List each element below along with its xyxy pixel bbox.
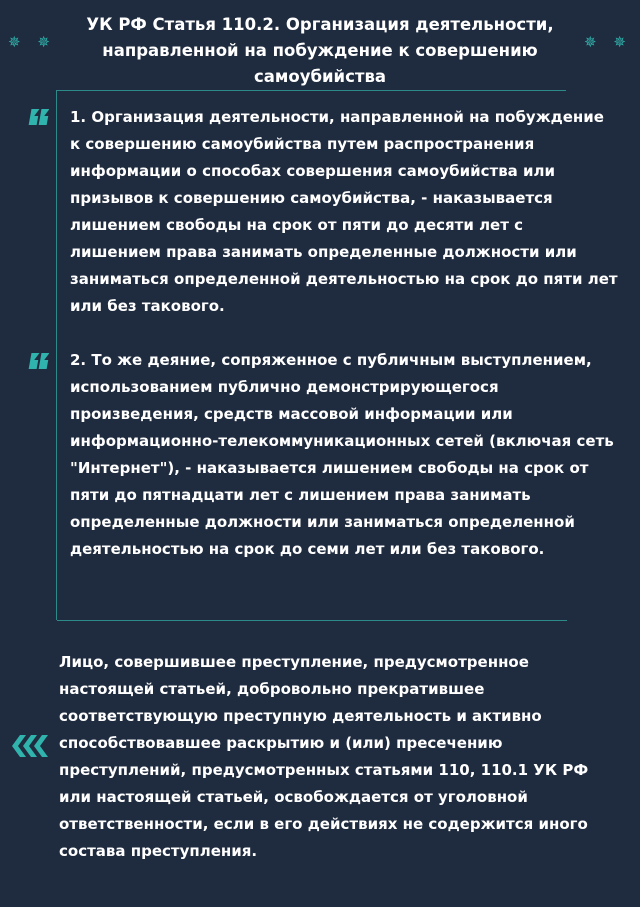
star-decoration-left-icon: ✵ ✵ — [8, 33, 56, 51]
quote-icon — [27, 350, 49, 372]
chevrons-left-icon — [10, 733, 50, 759]
star-decoration-right-icon: ✵ ✵ — [584, 33, 632, 51]
clause-2-text: 2. То же деяние, сопряженное с публичным выступлением, использованием публично демонстрирующегося произведения, средств массовой информации или информационно-телекоммуникационных сетей (включая сеть "Интернет"), - наказывается лишением свободы на срок от пяти до пятнадцати лет с лишением права занимать определенные должности или заниматься определенной деятельностью на срок до семи лет или без такового. — [70, 351, 614, 558]
exemption-note-text: Лицо, совершившее преступление, предусмотренное настоящей статьей, добровольно прекратившее соответствующую преступную деятельность и активно способствовавшее раскрытию и (или) пресечению преступлений, предусмотренных статьями 110, 110.1 УК РФ или настоящей статьей, освобождается от уголовной ответственности, если в его действиях не содержится иного состава преступления. — [59, 653, 589, 860]
clause-1-text: 1. Организация деятельности, направленной на побуждение к совершению самоубийства путем распространения информации о способах совершения самоубийства или призывов к совершению самоубийства, - наказывается лишением свободы на срок от пяти до десяти лет с лишением права занимать определенные должности или заниматься определенной деятельностью на срок до пяти лет или без такового. — [70, 108, 618, 315]
page-title: УК РФ Статья 110.2. Организация деятельности, направленной на побуждение к совершению самоубийства — [86, 15, 554, 86]
quote-icon — [27, 106, 49, 128]
